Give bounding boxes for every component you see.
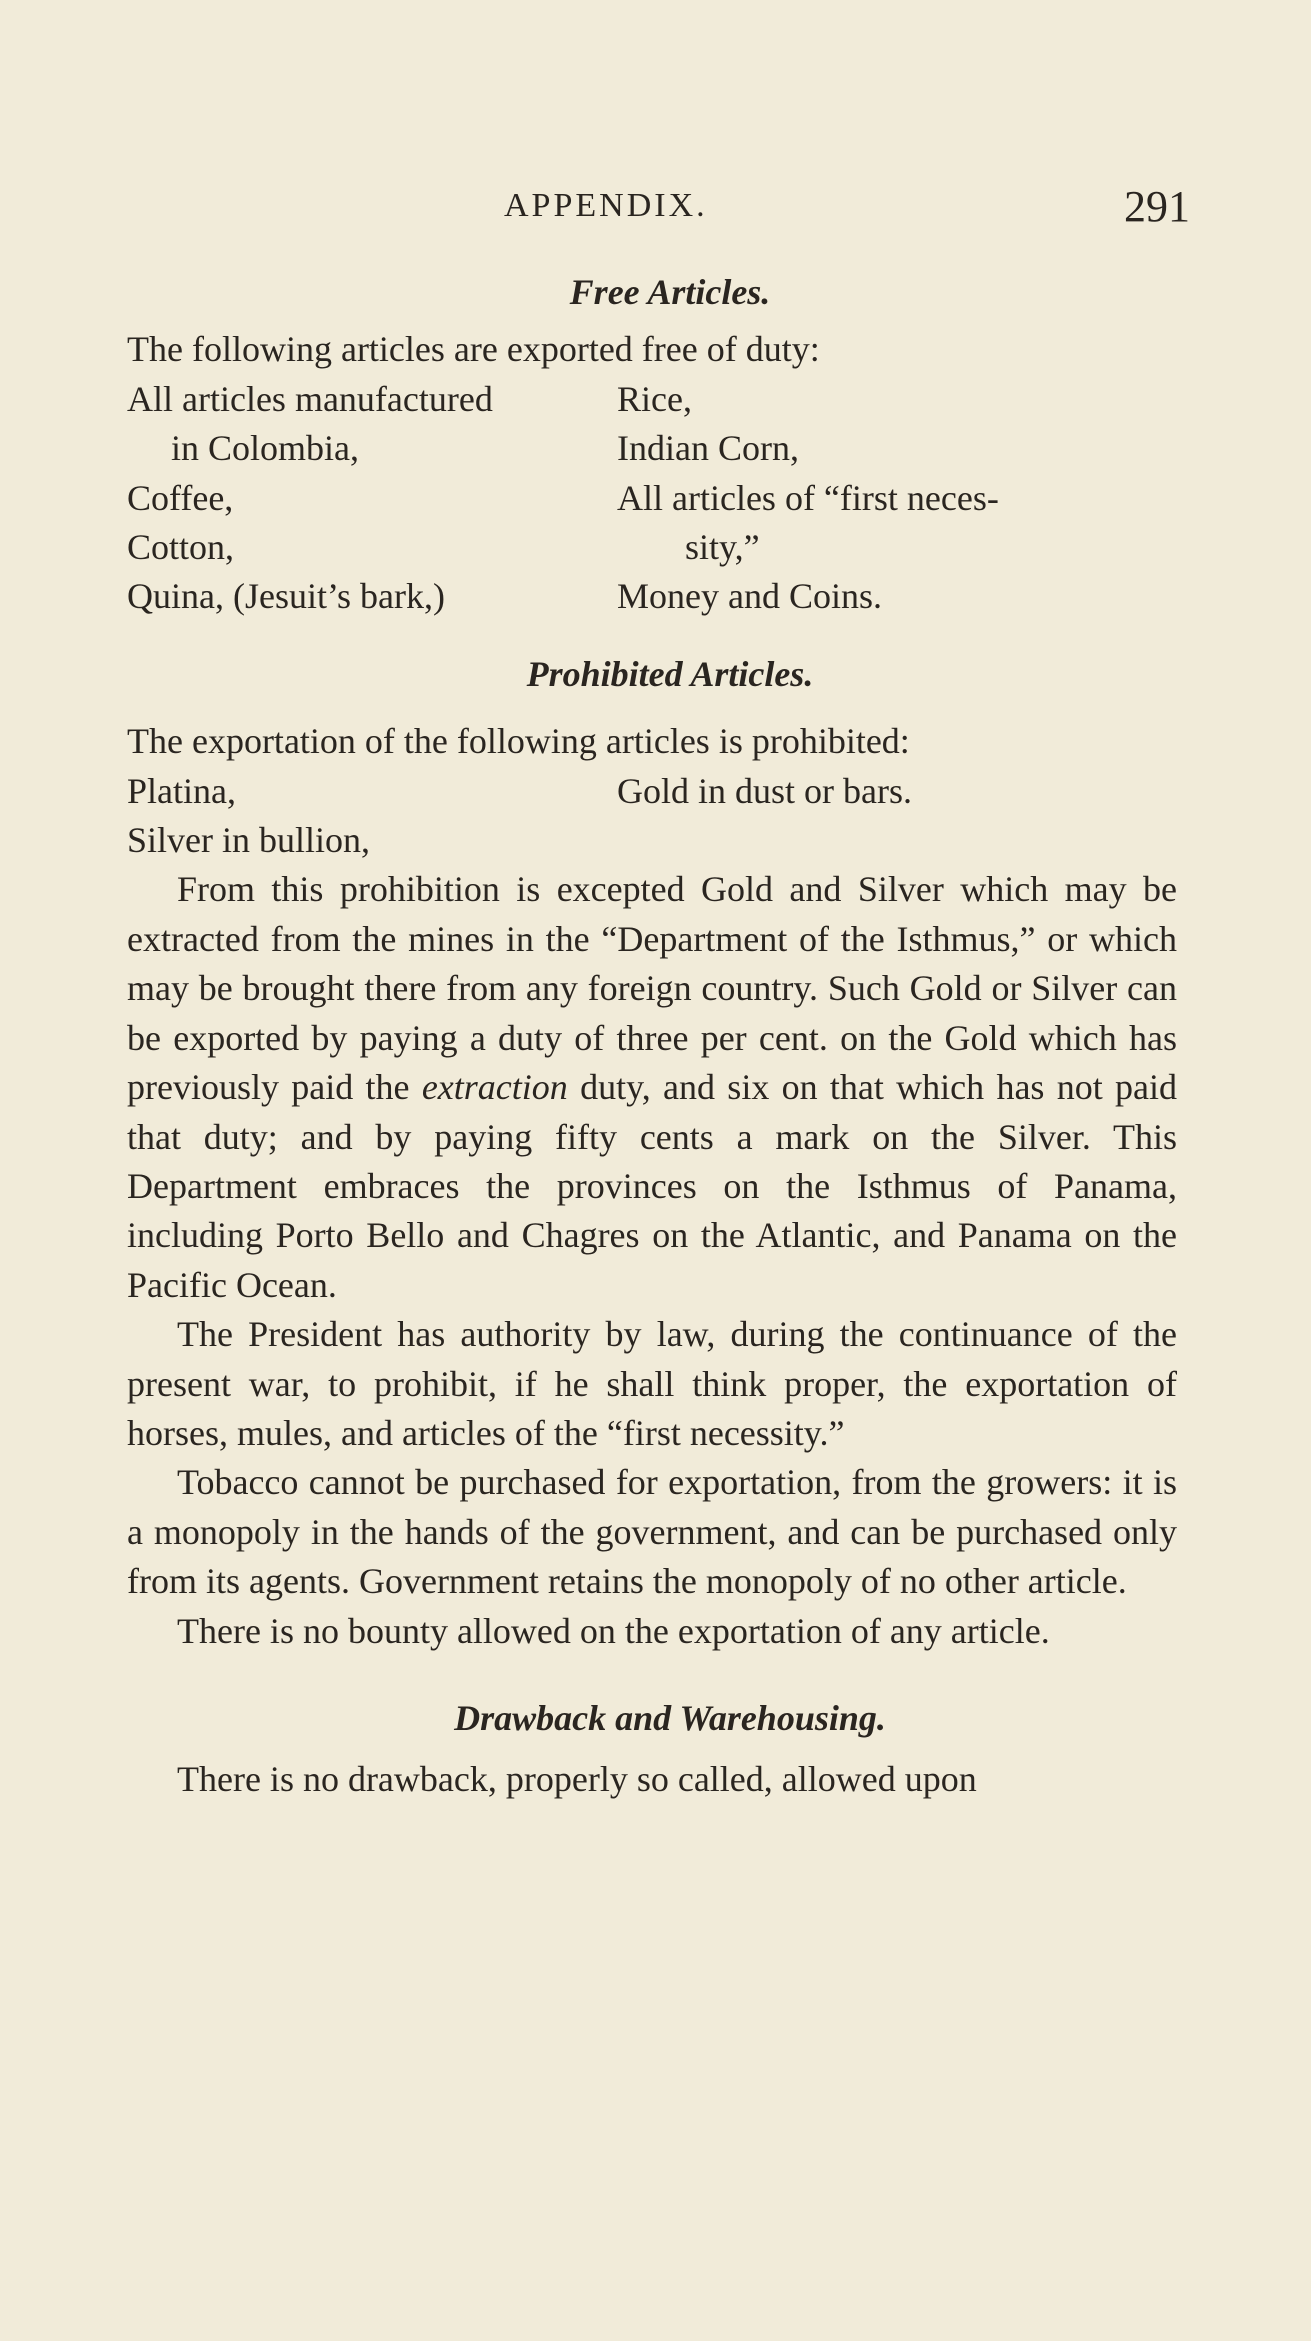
free-article-item: sity,” — [685, 527, 760, 568]
drawback-paragraph: There is no drawback, properly so called, allowed upon — [177, 1759, 977, 1800]
free-articles-left-column — [127, 375, 617, 622]
prohibited-article-item: Platina, — [127, 770, 236, 811]
italic-term: extraction — [421, 1067, 568, 1108]
prohibited-article-item: Silver in bullion, — [127, 820, 370, 861]
free-article-item: Rice, — [617, 378, 692, 419]
free-article-item: Coffee, — [127, 477, 234, 518]
drawback-heading: Drawback and Warehousing. — [454, 1697, 886, 1738]
page-header — [0, 183, 1311, 233]
free-articles-intro: The following articles are exported free of duty: — [127, 329, 820, 370]
page-body — [127, 268, 1177, 1805]
president-authority-paragraph: The President has authority by law, during the continuance of the present war, to prohibit, if he shall think proper, the exportation of horses, mules, and articles of the “first necessity.” — [127, 1314, 1177, 1453]
prohibited-article-item: Gold in dust or bars. — [617, 770, 912, 811]
tobacco-paragraph: Tobacco cannot be purchased for exportation, from the growers: it is a monopoly in the hands of the government, and can be purchased only from its agents. Government retains the monopoly of no other article. — [127, 1462, 1177, 1602]
free-article-item: All articles manufactured — [127, 378, 493, 419]
prohibited-articles-list — [127, 767, 1177, 816]
prohibited-articles-intro: The exportation of the following articles is prohibited: — [127, 721, 910, 762]
free-articles-right-column — [617, 375, 1137, 622]
prohibited-articles-heading: Prohibited Articles. — [526, 653, 814, 694]
paragraph-text: duty, and six on that which has not paid that duty; and by paying fifty cents a mark on the Silver. This Department embraces the provinces on the Isthmus of Panama, including Porto Bello and Chagres on the Atlantic, and Panama on the Pacific Ocean. — [127, 1067, 1177, 1305]
paragraph-text: From this prohibition is excepted Gold and Silver which may be extracted from the mines in the “Department of the Isthmus,” or which may be brought there from any foreign country. Such Gold or Silver can be exported by paying a duty of three per cent. on the Gold which has previously paid the — [127, 869, 1177, 1108]
free-article-item: in Colombia, — [171, 428, 359, 469]
page-number: 291 — [1124, 182, 1190, 231]
free-article-item: Cotton, — [127, 527, 235, 568]
bounty-paragraph: There is no bounty allowed on the exportation of any article. — [177, 1610, 1050, 1651]
free-article-item: All articles of “first neces- — [617, 477, 999, 518]
free-article-item: Indian Corn, — [617, 428, 799, 469]
free-articles-list — [127, 375, 1177, 622]
free-articles-heading: Free Articles. — [569, 272, 771, 312]
free-article-item: Quina, (Jesuit’s bark,) — [127, 576, 445, 617]
running-head: APPENDIX. — [504, 187, 708, 224]
free-article-item: Money and Coins. — [617, 576, 882, 617]
prohibition-exception-paragraph — [127, 865, 1177, 1310]
